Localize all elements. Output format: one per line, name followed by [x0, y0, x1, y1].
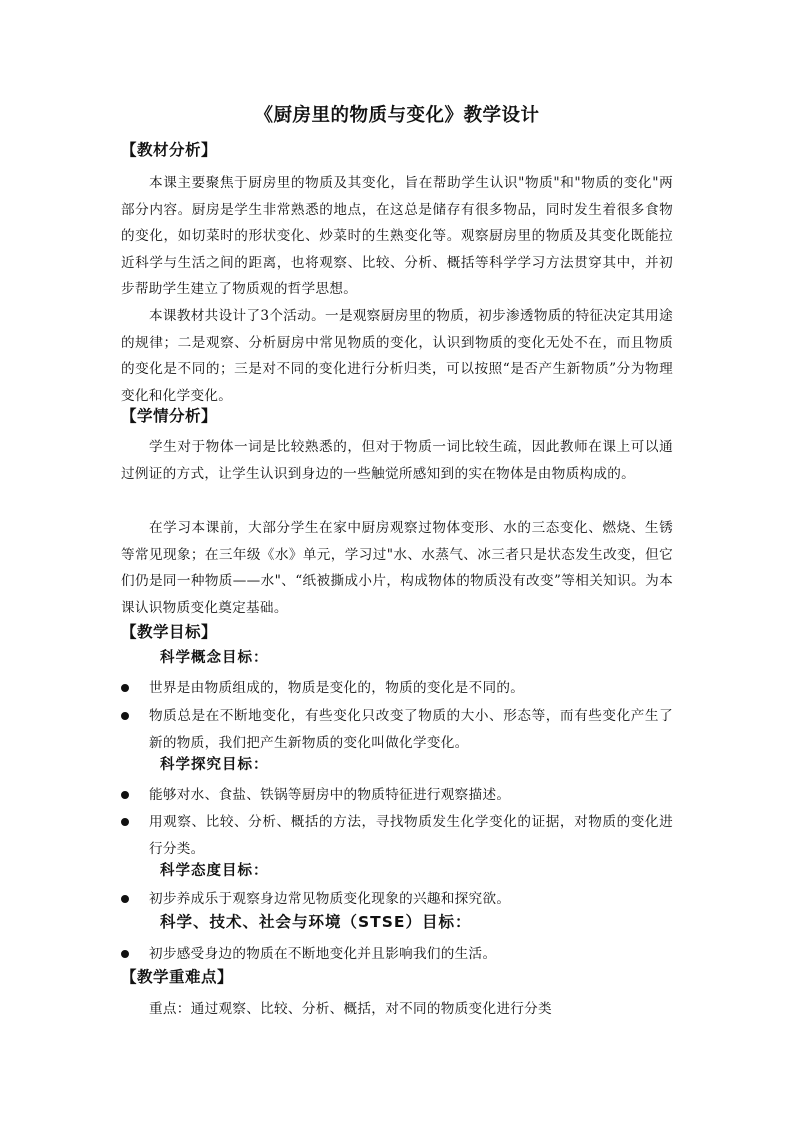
- list-item-text: 物质总是在不断地变化，有些变化只改变了物质的大小、形态等，而有些变化产生了新的物质，我们把产生新物质的变化叫做化学变化。: [149, 708, 673, 751]
- list-item-text: 用观察、比较、分析、概括的方法，寻找物质发生化学变化的证据，对物质的变化进行分类。: [149, 814, 673, 857]
- list-item: [121, 886, 673, 913]
- list-item-text: 能够对水、食盐、铁锅等厨房中的物质特征进行观察描述。: [149, 787, 511, 803]
- list-item: [121, 703, 673, 756]
- subheading-stse-goals: 科学、技术、社会与环境（STSE）目标：: [160, 913, 472, 931]
- subheading-inquiry-goals: 科学探究目标：: [160, 757, 269, 773]
- list-item: [121, 782, 673, 809]
- paragraph-students-1: 学生对于物体一词是比较熟悉的，但对于物质一词比较生疏，因此教师在课上可以通过例证的方式，让学生认识到身边的一些触觉所感知到的实在物体是由物质构成的。: [121, 439, 673, 482]
- bullet-icon: [121, 791, 129, 799]
- document-title: 《厨房里的物质与变化》教学设计: [254, 105, 540, 126]
- paragraph-keypoints-1: 重点：通过观察、比较、分析、概括，对不同的物质变化进行分类: [149, 1001, 552, 1017]
- paragraph-students-2: 在学习本课前，大部分学生在家中厨房观察过物体变形、水的三态变化、燃烧、生锈等常见现象；在三年级《水》单元，学习过"水、水蒸气、冰三者只是状态发生改变，但它们仍是同一种物质——水"、“纸被撕成小片，构成物体的物质没有改变”等相关知识。为本课认识物质变化奠定基础。: [121, 520, 673, 616]
- paragraph-material-2: 本课教材共设计了3个活动。一是观察厨房里的物质，初步渗透物质的特征决定其用途的规律；二是观察、分析厨房中常见物质的变化，认识到物质的变化无处不在，而且物质的变化是不同的；三是对不同的变化进行分析归类，可以按照“是否产生新物质”分为物理变化和化学变化。: [121, 308, 673, 404]
- bullet-icon: [121, 712, 129, 720]
- list-item-text: 初步养成乐于观察身边常见物质变化现象的兴趣和探究欲。: [149, 891, 511, 907]
- section-heading-material: 【教材分析】: [121, 141, 218, 159]
- paragraph-material-1: 本课主要聚焦于厨房里的物质及其变化，旨在帮助学生认识"物质"和"物质的变化"两部分内容。厨房是学生非常熟悉的地点，在这总是储存有很多物品，同时发生着很多食物的变化，如切菜时的形状变化、炒菜时的生熟变化等。观察厨房里的物质及其变化既能拉近科学与生活之间的距离，也将观察、比较、分析、概括等科学学习方法贯穿其中，并初步帮助学生建立了物质观的哲学思想。: [121, 175, 673, 297]
- list-item: [121, 809, 673, 862]
- bullet-icon: [121, 895, 129, 903]
- list-item-text: 世界是由物质组成的，物质是变化的，物质的变化是不同的。: [149, 680, 525, 696]
- list-item-text: 初步感受身边的物质在不断地变化并且影响我们的生活。: [149, 946, 497, 962]
- section-heading-keypoints: 【教学重难点】: [121, 968, 234, 986]
- subheading-attitude-goals: 科学态度目标：: [160, 863, 269, 879]
- section-heading-goals: 【教学目标】: [121, 623, 218, 641]
- section-heading-students: 【学情分析】: [121, 407, 218, 425]
- list-item: [121, 941, 673, 968]
- bullet-icon: [121, 950, 129, 958]
- bullet-icon: [121, 684, 129, 692]
- bullet-icon: [121, 818, 129, 826]
- subheading-concept-goals: 科学概念目标：: [160, 650, 269, 666]
- list-item: [121, 675, 673, 702]
